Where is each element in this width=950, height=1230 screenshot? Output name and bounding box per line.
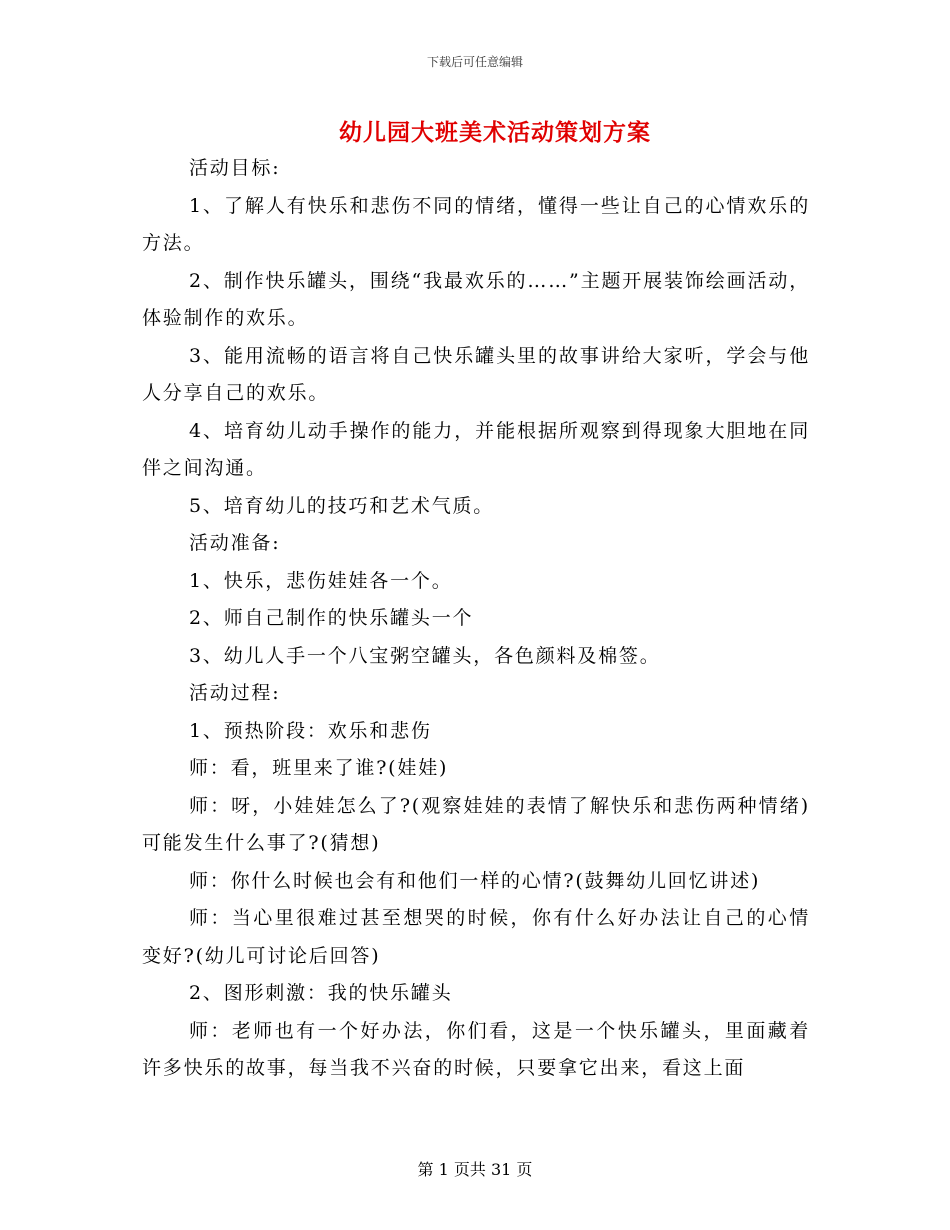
paragraph: 师：看，班里来了谁?(娃娃) — [189, 757, 449, 779]
section-heading-goals: 活动目标: — [189, 157, 281, 179]
paragraph: 师：老师也有一个好办法，你们看，这是一个快乐罐头，里面藏着许多快乐的故事，每当我不兴奋的时候，只要拿它出来，看这上面 — [142, 1019, 810, 1079]
paragraph: 4、培育幼儿动手操作的能力，并能根据所观察到得现象大胆地在同伴之间沟通。 — [142, 419, 810, 479]
paragraph: 5、培育幼儿的技巧和艺术气质。 — [189, 494, 495, 517]
paragraph: 2、制作快乐罐头，围绕“我最欢乐的……”主题开展装饰绘画活动，体验制作的欢乐。 — [142, 269, 810, 329]
paragraph: 3、能用流畅的语言将自己快乐罐头里的故事讲给大家听，学会与他人分享自己的欢乐。 — [142, 344, 810, 404]
paragraph: 2、师自己制作的快乐罐头一个 — [189, 607, 474, 629]
section-heading-process: 活动过程: — [189, 682, 281, 704]
page-number: 第 1 页共 31 页 — [417, 1160, 533, 1179]
paragraph: 1、快乐，悲伤娃娃各一个。 — [189, 569, 453, 592]
section-heading-preparation: 活动准备: — [189, 532, 281, 554]
paragraph: 1、了解人有快乐和悲伤不同的情绪，懂得一些让自己的心情欢乐的方法。 — [142, 194, 810, 254]
paragraph: 1、预热阶段：欢乐和悲伤 — [189, 719, 432, 742]
paragraph: 3、幼儿人手一个八宝粥空罐头，各色颜料及棉签。 — [189, 644, 661, 667]
paragraph: 2、图形刺激：我的快乐罐头 — [189, 982, 453, 1004]
header-note: 下载后可任意编辑 — [426, 55, 523, 69]
document-title: 幼儿园大班美术活动策划方案 — [339, 119, 651, 146]
document-body — [142, 150, 810, 1088]
paragraph: 师：当心里很难过甚至想哭的时候，你有什么好办法让自己的心情变好?(幼儿可讨论后回答) — [142, 907, 810, 967]
paragraph: 师：你什么时候也会有和他们一样的心情?(鼓舞幼儿回忆讲述) — [189, 869, 761, 892]
paragraph: 师：呀，小娃娃怎么了?(观察娃娃的表情了解快乐和悲伤两种情绪)可能发生什么事了?(猜想) — [142, 794, 810, 854]
